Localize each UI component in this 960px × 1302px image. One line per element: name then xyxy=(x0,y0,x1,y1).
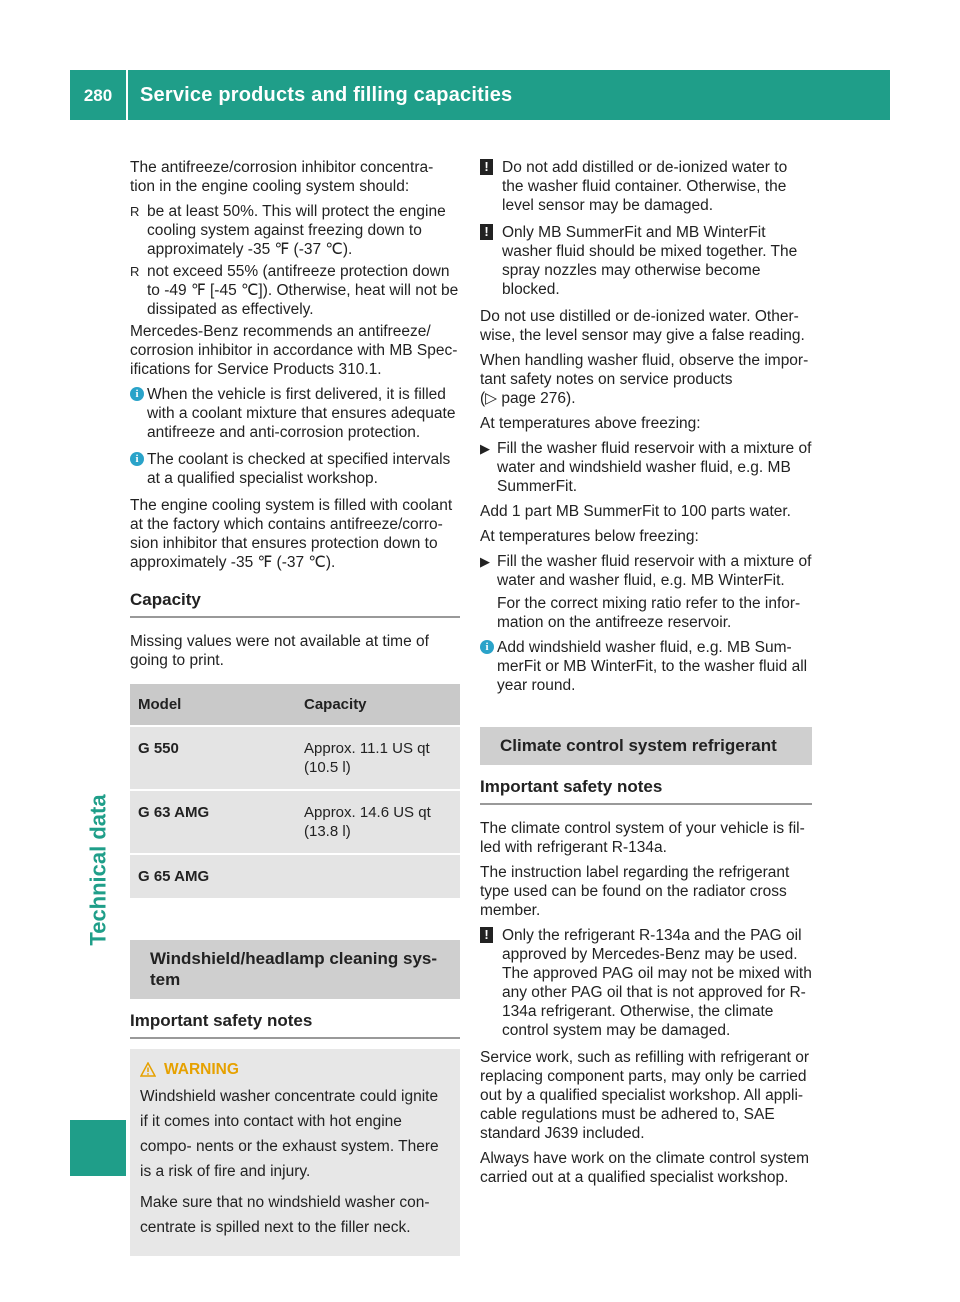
model-cell: G 63 AMG xyxy=(130,791,296,853)
service-work-text: Service work, such as refilling with refrigerant or replacing component parts, may only be carried out by a qualified specialist workshop. All appli- cable regulations must be adhered to, SAE standard J639 included. xyxy=(480,1049,810,1142)
warning-text: Windshield washer concentrate could ignite if it comes into contact with hot engine compo- nents or the exhaust system. There is a risk of fire and injury. xyxy=(140,1088,439,1180)
table-row xyxy=(130,791,460,853)
table-row xyxy=(130,727,460,789)
table-header-row xyxy=(130,684,460,725)
list-item: R not exceed 55% (antifreeze protection down to -49 ℉ [-45 ℃]). Otherwise, heat will not be dissipated as effectively. xyxy=(130,263,459,318)
arrow-right-icon: ▶ xyxy=(480,554,490,569)
column-header-model: Model xyxy=(130,684,296,725)
page-number: 280 xyxy=(83,85,113,105)
capacity-cell xyxy=(296,855,460,898)
caution-note: ! Only the refrigerant R-134a and the PAG oil approved by Mercedes-Benz may be used. The approved PAG oil may not be mixed with any other PAG oil that is not approved for R-134a refrigerant. Otherwise, the climate control system may be damaged. xyxy=(480,926,812,1040)
section-banner: Climate control system refrigerant xyxy=(480,727,812,765)
antifreeze-intro: The antifreeze/corrosion inhibitor concentra- tion in the engine cooling system should: xyxy=(130,159,434,195)
mix-ratio-text: Add 1 part MB SummerFit to 100 parts water. xyxy=(480,503,791,520)
caution-note: ! Do not add distilled or de-ionized water to the washer fluid container. Otherwise, the level sensor may be damaged. xyxy=(480,158,812,215)
label-location-text: The instruction label regarding the refrigerant type used can be found on the radiator cross member. xyxy=(480,864,790,919)
bullet-icon: R xyxy=(130,264,140,279)
capacity-table xyxy=(130,682,460,900)
page-reference-link[interactable]: (▷ page 276). xyxy=(480,390,576,407)
exclamation-icon: ! xyxy=(480,224,493,240)
header-divider xyxy=(126,70,128,120)
missing-values-text: Missing values were not available at time of going to print. xyxy=(130,633,429,669)
info-note: i When the vehicle is first delivered, it is filled with a coolant mixture that ensures adequate antifreeze and anti-corrosion protection. xyxy=(130,385,460,442)
page-title: Service products and filling capacities xyxy=(140,83,513,106)
warning-box xyxy=(130,1049,460,1256)
factory-text: The engine cooling system is filled with coolant at the factory which contains antifreeze/corro- sion inhibitor that ensures protection down to approximately -35 ℉ (-37 ℃). xyxy=(130,497,453,571)
info-icon: i xyxy=(130,387,144,401)
refrigerant-text: The climate control system of your vehicle is fil- led with refrigerant R-134a. xyxy=(480,820,805,856)
list-item: R be at least 50%. This will protect the engine cooling system against freezing down to approximately -35 ℉ (-37 ℃). xyxy=(130,203,446,258)
below-freezing-text: At temperatures below freezing: xyxy=(480,528,699,545)
right-column xyxy=(480,158,812,1193)
recommend-text: Mercedes-Benz recommends an antifreeze/ corrosion inhibitor in accordance with MB Spec- ifications for Service Products 310.1. xyxy=(130,323,458,378)
info-icon: i xyxy=(480,640,494,654)
model-cell: G 550 xyxy=(130,727,296,789)
workshop-text: Always have work on the climate control system carried out at a qualified specialist workshop. xyxy=(480,1150,810,1186)
arrow-right-icon: ▶ xyxy=(480,441,490,456)
warning-triangle-icon xyxy=(140,1062,156,1077)
info-icon: i xyxy=(130,452,144,466)
capacity-heading: Capacity xyxy=(130,590,460,618)
safety-heading: Important safety notes xyxy=(130,1011,460,1039)
instruction-step: ▶ Fill the washer fluid reservoir with a mixture of water and washer fluid, e.g. MB WinterFit. xyxy=(480,553,812,589)
safety-heading: Important safety notes xyxy=(480,777,812,805)
table-row xyxy=(130,855,460,898)
capacity-cell: Approx. 11.1 US qt (10.5 l) xyxy=(296,727,460,789)
info-note: i Add windshield washer fluid, e.g. MB Sum- merFit or MB WinterFit, to the washer fluid all year round. xyxy=(480,638,812,695)
column-header-capacity: Capacity xyxy=(296,684,460,725)
capacity-cell: Approx. 14.6 US qt (13.8 l) xyxy=(296,791,460,853)
model-cell: G 65 AMG xyxy=(130,855,296,898)
distilled-water-text: Do not use distilled or de-ionized water. Other- wise, the level sensor may give a false reading. xyxy=(480,308,805,344)
warning-title: WARNING xyxy=(164,1061,239,1078)
side-section-label: Technical data xyxy=(85,794,111,946)
handling-text: When handling washer fluid, observe the impor- tant safety notes on service products (▷ page 276). xyxy=(480,352,809,407)
bullet-icon: R xyxy=(130,204,140,219)
caution-note: ! Only MB SummerFit and MB WinterFit washer fluid should be mixed together. The spray nozzles may otherwise become blocked. xyxy=(480,223,812,299)
above-freezing-text: At temperatures above freezing: xyxy=(480,415,701,432)
section-banner: Windshield/headlamp cleaning sys- tem xyxy=(130,940,460,999)
exclamation-icon: ! xyxy=(480,159,493,175)
left-column xyxy=(130,158,460,1256)
warning-instruction: Make sure that no windshield washer con- centrate is spilled next to the filler neck. xyxy=(140,1194,430,1236)
exclamation-icon: ! xyxy=(480,927,493,943)
info-note: i The coolant is checked at specified intervals at a qualified specialist workshop. xyxy=(130,450,460,488)
instruction-step: ▶ Fill the washer fluid reservoir with a mixture of water and windshield washer fluid, e.g. MB SummerFit. xyxy=(480,440,812,495)
step-detail: For the correct mixing ratio refer to the infor- mation on the antifreeze reservoir. xyxy=(497,595,801,631)
side-tab-marker xyxy=(70,1120,126,1176)
